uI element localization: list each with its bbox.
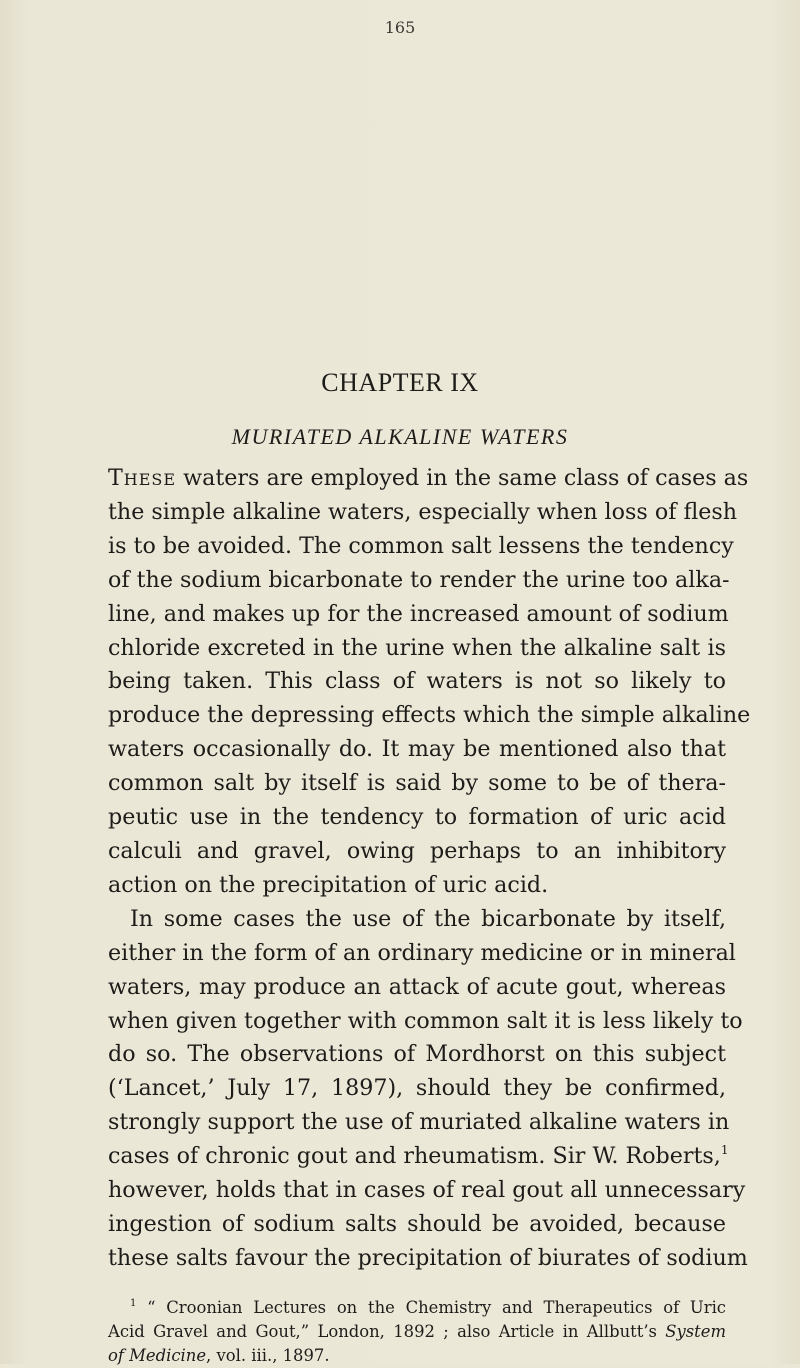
footnote-book-title: System xyxy=(665,1322,726,1341)
text-line: chloride excreted in the urine when the alkaline salt is xyxy=(108,634,726,661)
text-line: calculi and gravel, owing perhaps to an inhibitory xyxy=(108,837,726,864)
text-line: (‘Lancet,’ July 17, 1897), should they be confirmed, xyxy=(108,1075,726,1102)
footnote-marker: 1 xyxy=(130,1298,137,1309)
text-line: line, and makes up for the increased amount of sodium xyxy=(108,600,729,627)
text-line-rest: waters are employed in the same class of cases as xyxy=(176,465,749,491)
text-line: action on the precipitation of uric acid. xyxy=(108,871,549,898)
footnote-line xyxy=(108,1320,726,1344)
text-line: being taken. This class of waters is not so likely to xyxy=(108,668,726,695)
footnote-text: , vol. iii., 1897. xyxy=(206,1346,330,1365)
footnote-line xyxy=(108,1344,726,1368)
text-line-content: cases of chronic gout and rheumatism. Sir W. Roberts, xyxy=(108,1143,721,1170)
text-line: produce the depressing effects which the simple alkaline xyxy=(108,702,751,729)
text-line: waters occasionally do. It may be mentioned also that xyxy=(108,736,726,763)
text-line: when given together with common salt it is less likely to xyxy=(108,1007,743,1034)
text-line xyxy=(108,462,749,496)
body-text xyxy=(108,462,751,1276)
text-line: strongly support the use of muriated alkaline waters in xyxy=(108,1109,730,1136)
text-line: the simple alkaline waters, especially when loss of flesh xyxy=(108,498,738,525)
text-line: do so. The observations of Mordhorst on this subject xyxy=(108,1041,726,1068)
text-line: In some cases the use of the bicarbonate by itself, xyxy=(130,905,726,932)
text-line: is to be avoided. The common salt lessens the tendency xyxy=(108,532,734,559)
footnote-text: Acid Gravel and Gout,” London, 1892 ; also Article in Allbutt’s xyxy=(108,1322,666,1341)
text-line: these salts favour the precipitation of biurates of sodium xyxy=(108,1244,748,1271)
chapter-title: CHAPTER IX xyxy=(321,368,479,397)
footnote xyxy=(108,1296,726,1368)
page-number: 165 xyxy=(384,18,416,37)
text-line: peutic use in the tendency to formation of uric acid xyxy=(108,804,726,831)
footnote-reference: 1 xyxy=(720,1143,729,1158)
text-line: either in the form of an ordinary medicine or in mineral xyxy=(108,939,736,966)
text-line xyxy=(108,1140,729,1174)
lead-word: These xyxy=(108,465,177,491)
text-line: waters, may produce an attack of acute gout, whereas xyxy=(108,973,726,1000)
text-line: ingestion of sodium salts should be avoided, because xyxy=(108,1210,726,1237)
chapter-subtitle: MURIATED ALKALINE WATERS xyxy=(231,424,569,449)
text-line: of the sodium bicarbonate to render the urine too alka- xyxy=(108,566,730,593)
footnote-text: “ Croonian Lectures on the Chemistry and Therapeutics of Uric xyxy=(147,1298,726,1317)
text-line: however, holds that in cases of real gout all unnecessary xyxy=(108,1177,746,1204)
footnote-book-title: of Medicine xyxy=(108,1346,207,1365)
footnote-line xyxy=(108,1296,726,1320)
text-line: common salt by itself is said by some to be of thera- xyxy=(108,770,726,797)
